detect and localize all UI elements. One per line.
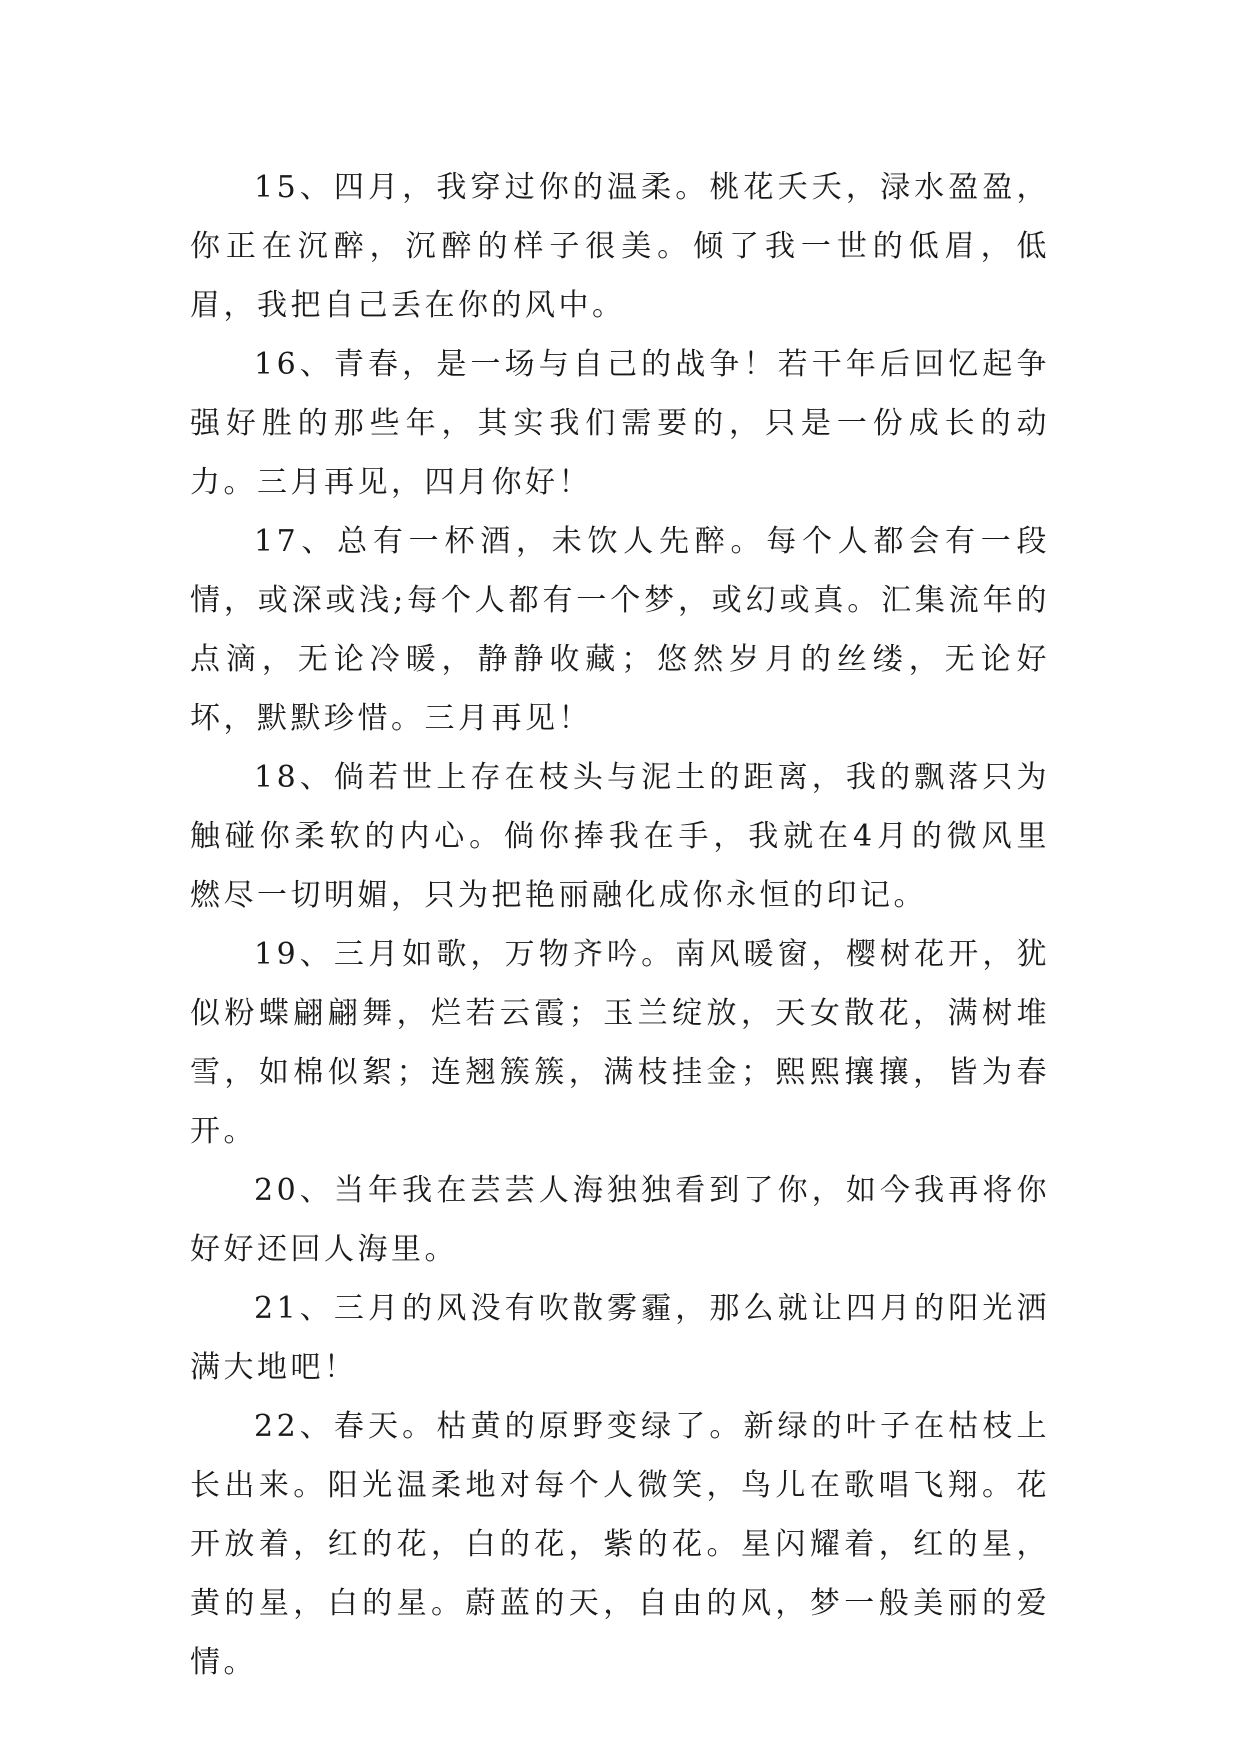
paragraph-17: 17、总有一杯酒，未饮人先醉。每个人都会有一段情，或深或浅;每个人都有一个梦，或幻或真。汇集流年的点滴，无论冷暖，静静收藏；悠然岁月的丝缕，无论好坏，默默珍惜。三月再见！: [190, 524, 1050, 736]
document-body: [190, 158, 1050, 1692]
paragraph-15: 15、四月，我穿过你的温柔。桃花夭夭，渌水盈盈，你正在沉醉，沉醉的样子很美。倾了我一世的低眉，低眉，我把自己丢在你的风中。: [190, 170, 1050, 323]
paragraph-20: 20、当年我在芸芸人海独独看到了你，如今我再将你好好还回人海里。: [190, 1173, 1050, 1267]
paragraph-16: 16、青春，是一场与自己的战争！若干年后回忆起争强好胜的那些年，其实我们需要的，只是一份成长的动力。三月再见，四月你好！: [190, 347, 1050, 500]
paragraph-19: 19、三月如歌，万物齐吟。南风暖窗，樱树花开，犹似粉蝶翩翩舞，烂若云霞；玉兰绽放，天女散花，满树堆雪，如棉似絮；连翘簇簇，满枝挂金；熙熙攘攘，皆为春开。: [190, 937, 1050, 1149]
paragraph-22: 22、春天。枯黄的原野变绿了。新绿的叶子在枯枝上长出来。阳光温柔地对每个人微笑，鸟儿在歌唱飞翔。花开放着，红的花，白的花，紫的花。星闪耀着，红的星，黄的星，白的星。蔚蓝的天，自由的风，梦一般美丽的爱情。: [190, 1409, 1050, 1680]
paragraph-21: 21、三月的风没有吹散雾霾，那么就让四月的阳光洒满大地吧！: [190, 1291, 1050, 1385]
paragraph-18: 18、倘若世上存在枝头与泥土的距离，我的飘落只为触碰你柔软的内心。倘你捧我在手，我就在4月的微风里燃尽一切明媚，只为把艳丽融化成你永恒的印记。: [190, 760, 1050, 913]
